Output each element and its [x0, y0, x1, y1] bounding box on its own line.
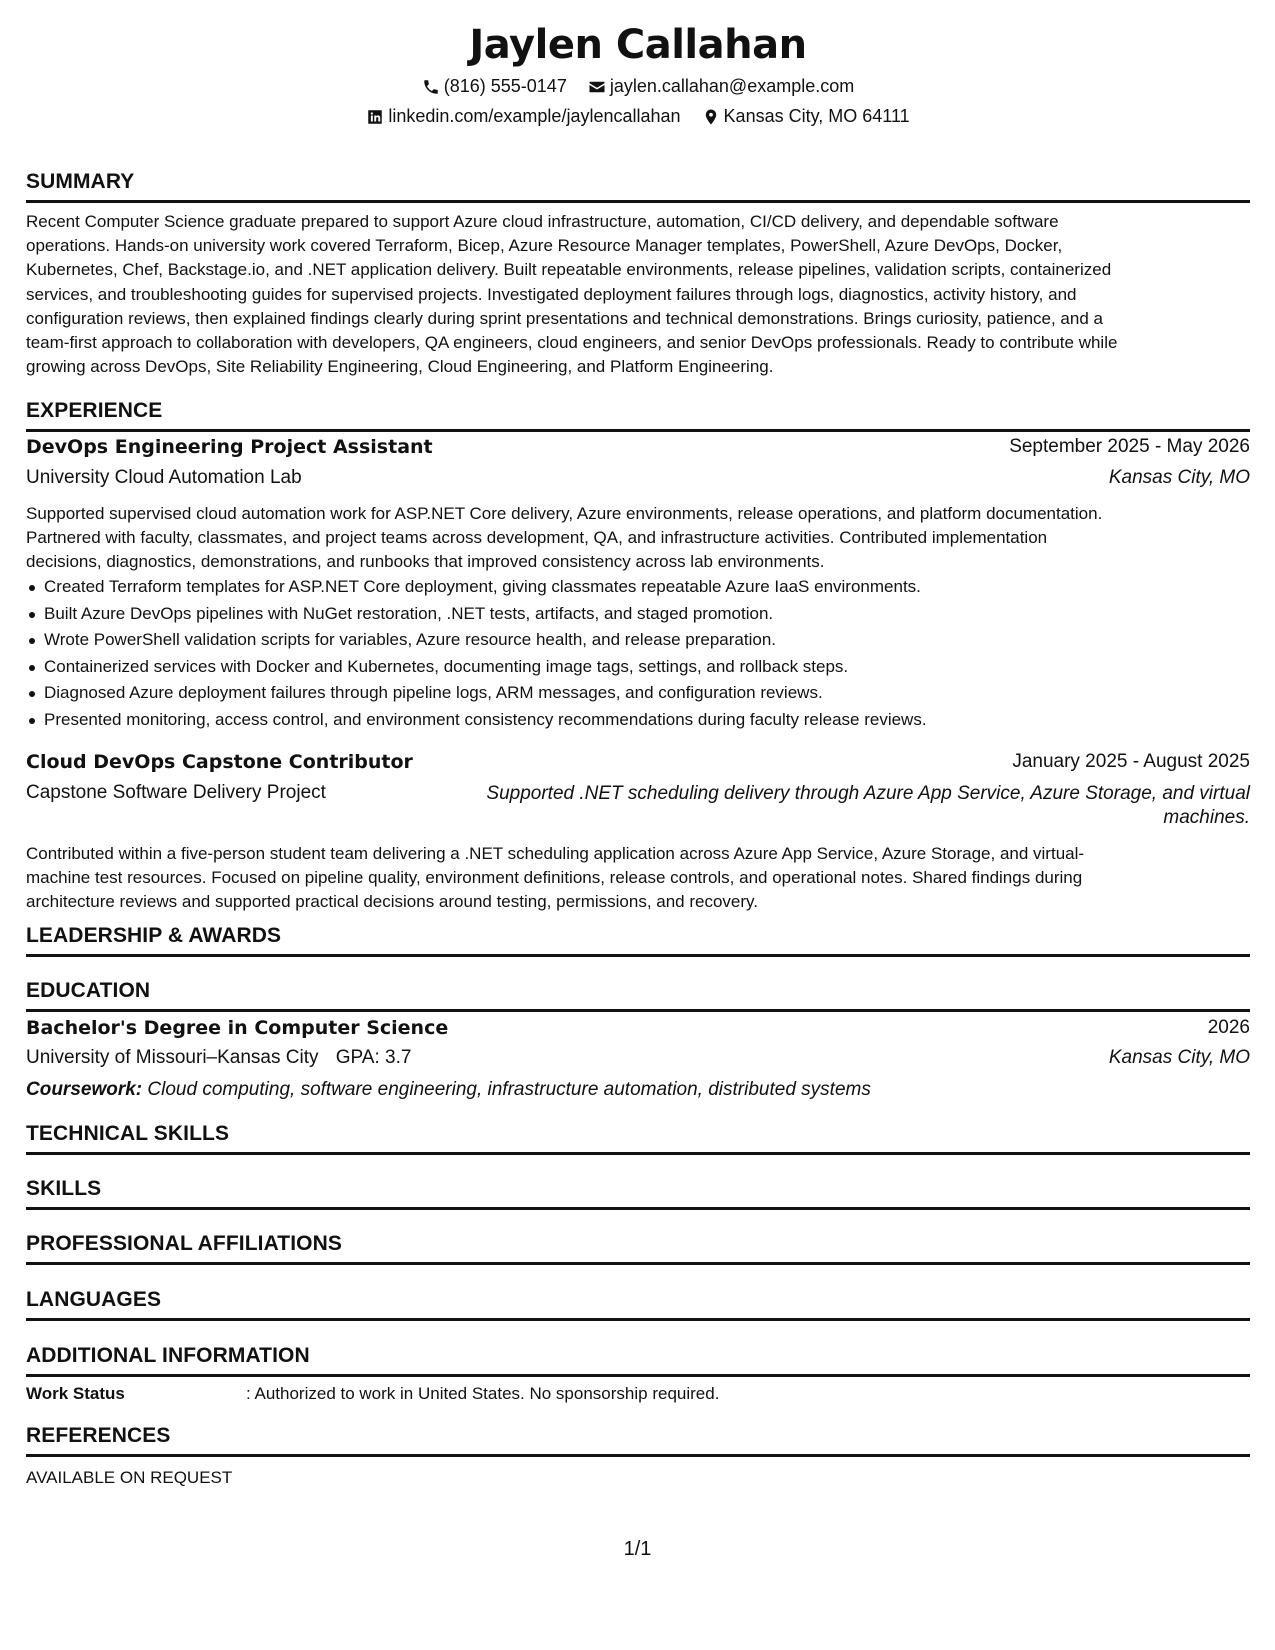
job-organization: Capstone Software Delivery Project [26, 782, 326, 803]
additional-section [26, 1342, 1250, 1377]
coursework-list: Cloud computing, software engineering, infrastructure automation, distributed systems [147, 1079, 871, 1100]
gpa: GPA: 3.7 [335, 1047, 412, 1068]
coursework-text [26, 1079, 871, 1101]
contact-line-2 [26, 106, 1250, 131]
section-title: REFERENCES [26, 1424, 171, 1447]
section-title: LANGUAGES [26, 1288, 162, 1311]
summary-line: services, and troubleshooting guides for supervised projects. Investigated deployment failures through logs, diagnostics, activity history, and [26, 284, 1077, 304]
list-item: Wrote PowerShell validation scripts for variables, Azure resource health, and release preparation. [44, 627, 1250, 654]
email-item[interactable] [588, 76, 854, 97]
list-item: Created Terraform templates for ASP.NET Core deployment, giving classmates repeatable Azure IaaS environments. [44, 574, 1250, 601]
section-divider [26, 1207, 1250, 1210]
section-divider [26, 1262, 1250, 1265]
work-status-row [26, 1384, 1250, 1408]
education-header [26, 1017, 1250, 1045]
linkedin-icon [366, 108, 384, 126]
summary-line: team-first approach to collaboration with developers, QA engineers, cloud engineers, and senior DevOps professionals. Ready to contribute while [26, 333, 1118, 353]
linkedin-item[interactable] [366, 106, 680, 127]
phone-icon [422, 78, 440, 96]
section-title: PROFESSIONAL AFFILIATIONS [26, 1232, 342, 1255]
summary-line: Recent Computer Science graduate prepared to support Azure cloud infrastructure, automation, CI/CD delivery, and dependable software [26, 212, 1059, 231]
coursework [26, 1079, 1250, 1107]
description-line: architecture reviews and supported practical decisions around testing, permissions, and recovery. [26, 892, 758, 912]
job-bullets [26, 574, 1250, 734]
job-header [26, 436, 1250, 464]
job-dates: September 2025 - May 2026 [1009, 436, 1250, 457]
contact-line-1 [26, 76, 1250, 101]
job-subheader [26, 467, 1250, 495]
job-location: Kansas City, MO [1108, 467, 1250, 488]
summary-line: operations. Hands-on university work covered Terraform, Bicep, Azure Resource Manager templates, PowerShell, Azure DevOps, Docker, [26, 236, 1063, 256]
section-title: SKILLS [26, 1177, 102, 1200]
coursework-label: Coursework: [26, 1079, 143, 1100]
job-organization: University Cloud Automation Lab [26, 467, 302, 488]
job-dates: January 2025 - August 2025 [1012, 751, 1250, 772]
degree-title: Bachelor's Degree in Computer Science [26, 1017, 449, 1039]
description-line: Supported supervised cloud automation work for ASP.NET Core delivery, Azure environments, release operations, and platform documentation. [26, 504, 1103, 523]
candidate-name: Jaylen Callahan [469, 22, 807, 68]
graduation-year: 2026 [1207, 1017, 1250, 1038]
affiliations-section [26, 1230, 1250, 1265]
section-title: EDUCATION [26, 979, 151, 1002]
map-pin-icon [702, 108, 720, 126]
experience-section [26, 397, 1250, 432]
leadership-section [26, 922, 1250, 957]
description-line: Contributed within a five-person student team delivering a .NET scheduling application across Azure App Service, Azure Storage, and virtual- [26, 844, 1085, 863]
section-title: TECHNICAL SKILLS [26, 1122, 230, 1145]
education-subheader [26, 1047, 1250, 1075]
location-item [702, 106, 910, 127]
section-title: LEADERSHIP & AWARDS [26, 924, 282, 947]
list-item: Built Azure DevOps pipelines with NuGet restoration, .NET tests, artifacts, and staged promotion. [44, 601, 1250, 628]
work-status-label: Work Status [26, 1384, 125, 1403]
references-section [26, 1422, 1250, 1457]
job-description [26, 842, 1250, 915]
description-line: Partnered with faculty, classmates, and project teams across development, QA, and infrastructure activities. Contributed implementation [26, 528, 1048, 548]
list-item: Containerized services with Docker and Kubernetes, documenting image tags, settings, and rollback steps. [44, 654, 1250, 681]
linkedin-url[interactable]: linkedin.com/example/jaylencallahan [388, 106, 681, 126]
location-text: Kansas City, MO 64111 [723, 106, 910, 126]
section-divider [26, 429, 1250, 432]
section-divider [26, 1374, 1250, 1377]
references-row [26, 1468, 1250, 1492]
references-text: AVAILABLE ON REQUEST [26, 1468, 233, 1487]
email-address[interactable]: jaylen.callahan@example.com [609, 76, 855, 96]
summary-text [26, 210, 1250, 379]
list-item: Diagnosed Azure deployment failures through pipeline logs, ARM messages, and configuration reviews. [44, 680, 1250, 707]
summary-line: Kubernetes, Chef, Backstage.io, and .NET application delivery. Built repeatable environments, release pipelines, validation scripts, containerized [26, 260, 1112, 280]
phone-item [422, 76, 567, 97]
summary-section [26, 168, 1250, 379]
summary-line: growing across DevOps, Site Reliability Engineering, Cloud Engineering, and Platform Engineering. [26, 357, 774, 377]
section-title: EXPERIENCE [26, 399, 163, 422]
tagline-line: machines. [1163, 807, 1250, 828]
school-location: Kansas City, MO [1108, 1047, 1250, 1068]
section-divider [26, 1318, 1250, 1321]
job-tagline [486, 782, 1250, 830]
job-header [26, 751, 1250, 779]
description-line: machine test resources. Focused on pipeline quality, environment definitions, release controls, and operational notes. Shared findings during [26, 868, 1083, 888]
skills-section [26, 1175, 1250, 1210]
school-gpa [26, 1047, 411, 1069]
section-divider [26, 954, 1250, 957]
languages-section [26, 1286, 1250, 1321]
section-title: SUMMARY [26, 170, 135, 193]
list-item: Presented monitoring, access control, and environment consistency recommendations during faculty release reviews. [44, 707, 1250, 734]
work-status-value: : Authorized to work in United States. No sponsorship required. [246, 1384, 720, 1403]
job-title: Cloud DevOps Capstone Contributor [26, 751, 413, 773]
education-section [26, 977, 1250, 1012]
summary-line: configuration reviews, then explained findings clearly during sprint presentations and technical demonstrations. Brings curiosity, patience, and a [26, 308, 1103, 328]
phone-number: (816) 555-0147 [443, 76, 567, 96]
section-divider [26, 1454, 1250, 1457]
job-title: DevOps Engineering Project Assistant [26, 436, 433, 458]
school-name: University of Missouri–Kansas City [26, 1047, 319, 1068]
technical-skills-section [26, 1120, 1250, 1155]
envelope-icon [588, 78, 606, 96]
tagline-line: Supported .NET scheduling delivery through Azure App Service, Azure Storage, and virtual [486, 783, 1250, 804]
section-divider [26, 200, 1250, 203]
job-subheader [26, 782, 1250, 832]
section-divider [26, 1152, 1250, 1155]
section-divider [26, 1009, 1250, 1012]
job-description [26, 502, 1250, 575]
page-number: 1/1 [623, 1538, 652, 1560]
section-title: ADDITIONAL INFORMATION [26, 1344, 310, 1367]
description-line: decisions, diagnostics, demonstrations, and runbooks that improved consistency across lab environments. [26, 552, 825, 572]
